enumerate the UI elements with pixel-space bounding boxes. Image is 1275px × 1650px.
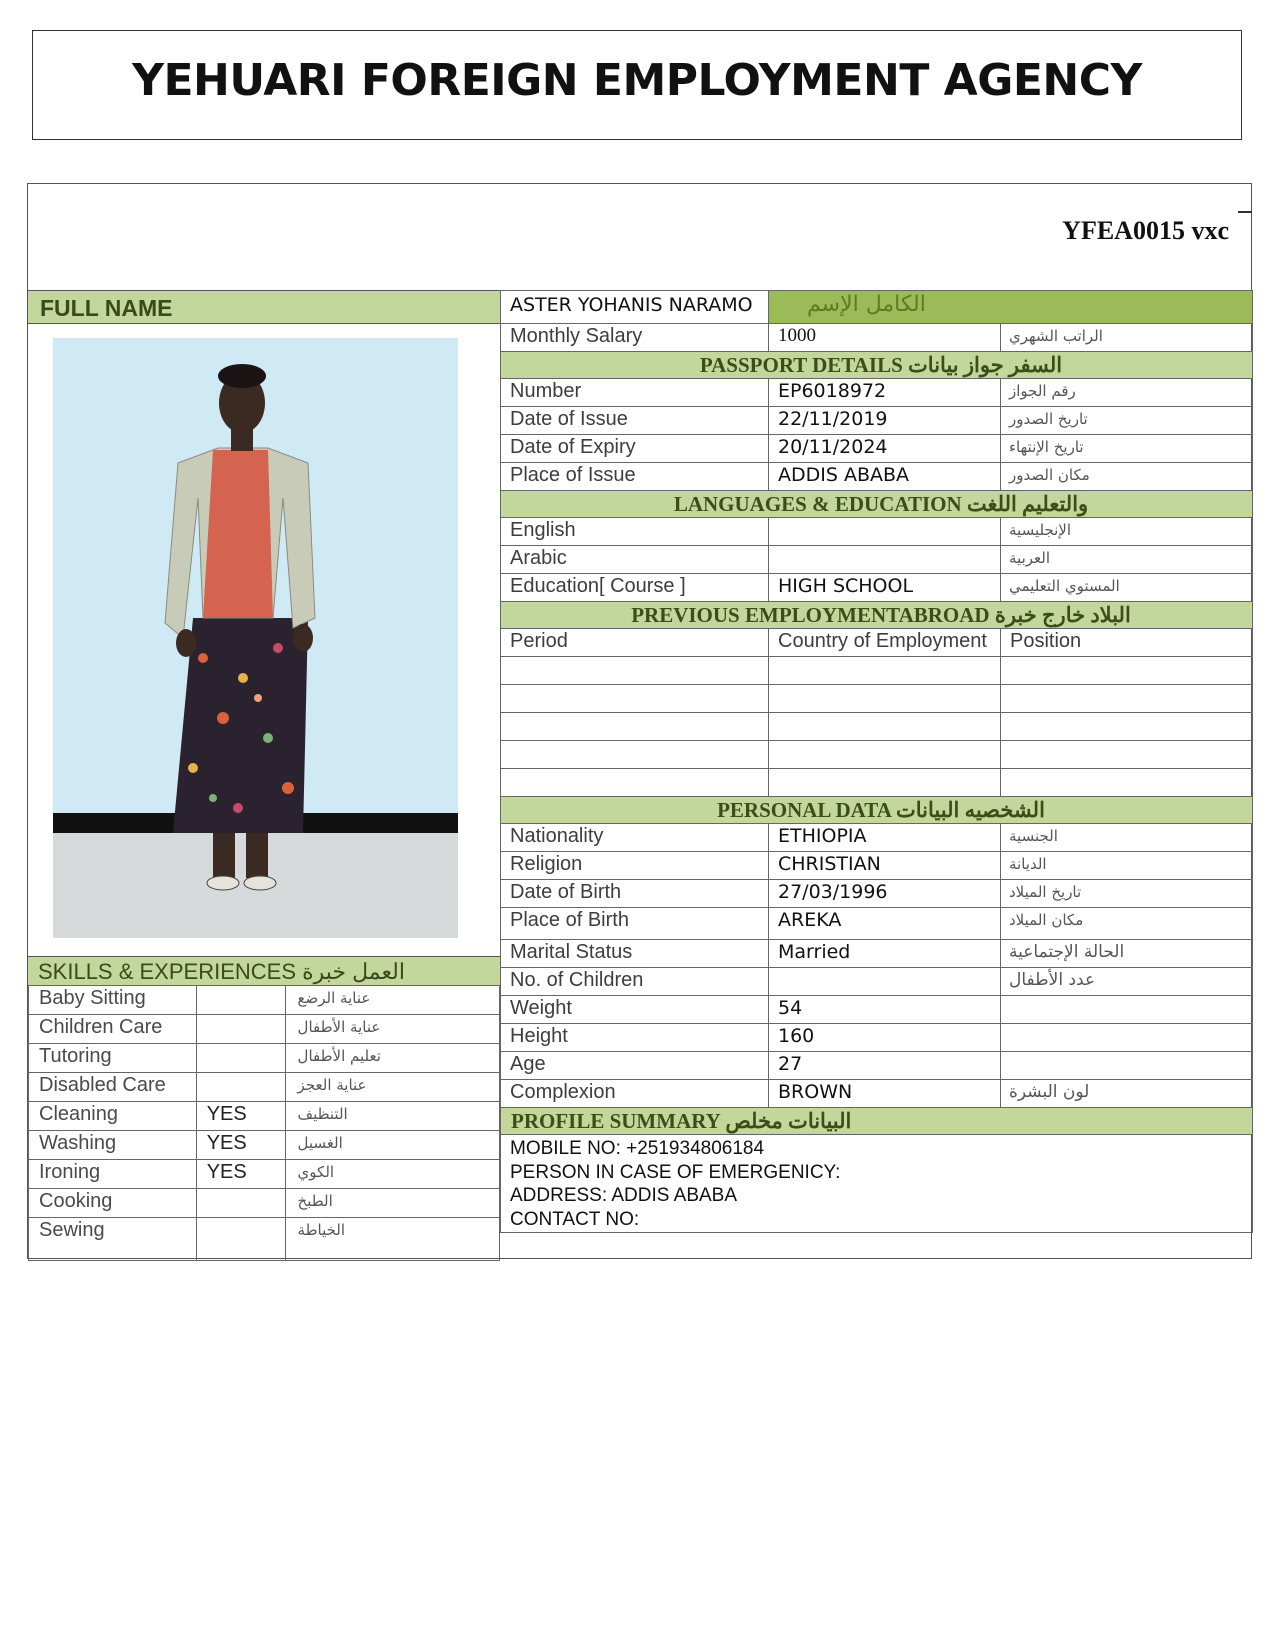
personal-arabic: لون البشرة xyxy=(1001,1080,1253,1108)
skill-label: Children Care xyxy=(29,1015,197,1044)
personal-arabic: تاريخ الميلاد xyxy=(1001,880,1253,908)
personal-value: CHRISTIAN xyxy=(769,852,1001,880)
passport-value: EP6018972 xyxy=(769,379,1001,407)
skill-value xyxy=(196,986,285,1015)
passport-row xyxy=(501,407,1253,435)
personal-label: Place of Birth xyxy=(501,908,769,940)
salary-label: Monthly Salary xyxy=(501,324,769,352)
skill-label: Tutoring xyxy=(29,1044,197,1073)
passport-value: ADDIS ABABA xyxy=(769,463,1001,491)
personal-label: Complexion xyxy=(501,1080,769,1108)
application-form xyxy=(27,183,1252,1259)
skill-row xyxy=(29,986,500,1015)
skill-value: YES xyxy=(196,1102,285,1131)
personal-arabic: عدد الأطفال xyxy=(1001,968,1253,996)
personal-arabic: الحالة الإجتماعية xyxy=(1001,940,1253,968)
skill-value xyxy=(196,1015,285,1044)
skill-label: Ironing xyxy=(29,1160,197,1189)
employment-empty-row xyxy=(501,741,1253,769)
skill-arabic: عناية الأطفال xyxy=(285,1015,499,1044)
personal-value: ETHIOPIA xyxy=(769,824,1001,852)
agency-header xyxy=(32,30,1242,140)
personal-label: Marital Status xyxy=(501,940,769,968)
reference-tick xyxy=(1238,211,1252,213)
personal-row xyxy=(501,1024,1253,1052)
skill-arabic: عناية الرضع xyxy=(285,986,499,1015)
personal-arabic: مكان الميلاد xyxy=(1001,908,1253,940)
personal-value: 27/03/1996 xyxy=(769,880,1001,908)
profile-summary-row xyxy=(501,1135,1253,1233)
education-value: HIGH SCHOOL xyxy=(769,574,1001,602)
passport-row xyxy=(501,463,1253,491)
employment-column-position: Position xyxy=(1001,629,1253,657)
language-label: Arabic xyxy=(501,546,769,574)
skill-arabic: الخياطة xyxy=(285,1218,499,1261)
passport-label: Date of Issue xyxy=(501,407,769,435)
personal-row xyxy=(501,1080,1253,1108)
personal-row xyxy=(501,968,1253,996)
personal-row xyxy=(501,908,1253,940)
skill-row xyxy=(29,1015,500,1044)
skill-arabic: الكوي xyxy=(285,1160,499,1189)
language-value xyxy=(769,546,1001,574)
profile-line-emergency: PERSON IN CASE OF EMERGENICY: xyxy=(510,1161,841,1183)
personal-label: Age xyxy=(501,1052,769,1080)
skill-arabic: التنظيف xyxy=(285,1102,499,1131)
education-row xyxy=(501,574,1253,602)
employment-empty-row xyxy=(501,769,1253,797)
personal-row xyxy=(501,880,1253,908)
passport-label: Date of Expiry xyxy=(501,435,769,463)
employment-column-period: Period xyxy=(501,629,769,657)
reference-row xyxy=(28,184,1251,290)
skill-arabic: الطبخ xyxy=(285,1189,499,1218)
personal-label: Date of Birth xyxy=(501,880,769,908)
skills-heading xyxy=(28,956,500,985)
salary-arabic: الراتب الشهري xyxy=(1001,324,1253,352)
language-label: English xyxy=(501,518,769,546)
personal-label: No. of Children xyxy=(501,968,769,996)
skill-label: Cooking xyxy=(29,1189,197,1218)
skill-row xyxy=(29,1102,500,1131)
skills-table xyxy=(28,985,500,1261)
employment-columns-row xyxy=(501,629,1253,657)
skill-row xyxy=(29,1218,500,1261)
personal-label: Height xyxy=(501,1024,769,1052)
passport-arabic: رقم الجواز xyxy=(1001,379,1253,407)
skill-row xyxy=(29,1160,500,1189)
passport-heading: PASSPORT DETAILS السفر جواز بيانات xyxy=(501,352,1253,379)
skill-label: Cleaning xyxy=(29,1102,197,1131)
personal-value: 27 xyxy=(769,1052,1001,1080)
candidate-photo xyxy=(53,338,458,938)
personal-arabic xyxy=(1001,1052,1253,1080)
personal-value: 54 xyxy=(769,996,1001,1024)
personal-label: Nationality xyxy=(501,824,769,852)
skill-arabic: عناية العجز xyxy=(285,1073,499,1102)
profile-line-contact: CONTACT NO: xyxy=(510,1208,640,1230)
personal-value: 160 xyxy=(769,1024,1001,1052)
employment-empty-row xyxy=(501,657,1253,685)
employment-heading-row xyxy=(501,602,1253,629)
salary-value: 1000 xyxy=(769,324,1001,352)
language-arabic: العربية xyxy=(1001,546,1253,574)
personal-arabic: الديانة xyxy=(1001,852,1253,880)
skill-value: YES xyxy=(196,1131,285,1160)
employment-column-country: Country of Employment xyxy=(769,629,1001,657)
skill-value xyxy=(196,1073,285,1102)
languages-heading-row xyxy=(501,491,1253,518)
education-label: Education[ Course ] xyxy=(501,574,769,602)
skills-heading-text: SKILLS & EXPERIENCES العمل خبرة xyxy=(38,959,405,984)
employment-empty-row xyxy=(501,713,1253,741)
personal-row xyxy=(501,852,1253,880)
skill-row xyxy=(29,1044,500,1073)
profile-line-address: ADDRESS: ADDIS ABABA xyxy=(510,1185,738,1206)
full-name-label: FULL NAME xyxy=(40,295,173,321)
profile-heading: PROFILE SUMMARY البيانات مخلص xyxy=(501,1108,1253,1135)
agency-title: YEHUARI FOREIGN EMPLOYMENT AGENCY xyxy=(132,54,1142,106)
language-value xyxy=(769,518,1001,546)
personal-arabic xyxy=(1001,1024,1253,1052)
profile-summary xyxy=(501,1135,1253,1233)
skill-value xyxy=(196,1189,285,1218)
passport-label: Number xyxy=(501,379,769,407)
education-arabic: المستوي التعليمي xyxy=(1001,574,1253,602)
personal-arabic xyxy=(1001,996,1253,1024)
skill-arabic: الغسيل xyxy=(285,1131,499,1160)
personal-row xyxy=(501,940,1253,968)
passport-value: 22/11/2019 xyxy=(769,407,1001,435)
skill-label: Sewing xyxy=(29,1218,197,1261)
full-name-label-cell xyxy=(28,290,500,324)
language-arabic: الإنجليسية xyxy=(1001,518,1253,546)
full-name-row xyxy=(501,291,1253,324)
personal-label: Religion xyxy=(501,852,769,880)
skill-value xyxy=(196,1044,285,1073)
details-table xyxy=(500,290,1253,1233)
skill-label: Baby Sitting xyxy=(29,986,197,1015)
personal-arabic: الجنسية xyxy=(1001,824,1253,852)
skill-row xyxy=(29,1131,500,1160)
passport-heading-row xyxy=(501,352,1253,379)
full-name-value: ASTER YOHANIS NARAMO xyxy=(501,291,769,324)
personal-heading: PERSONAL DATA الشخصيه البيانات xyxy=(501,797,1253,824)
languages-heading: LANGUAGES & EDUCATION والتعليم اللغت xyxy=(501,491,1253,518)
passport-arabic: تاريخ الإنتهاء xyxy=(1001,435,1253,463)
profile-heading-row xyxy=(501,1108,1253,1135)
skill-value xyxy=(196,1218,285,1261)
person-figure xyxy=(53,338,458,938)
personal-row xyxy=(501,1052,1253,1080)
personal-label: Weight xyxy=(501,996,769,1024)
personal-value: AREKA xyxy=(769,908,1001,940)
employment-empty-row xyxy=(501,685,1253,713)
full-name-arabic: الكامل الإسم xyxy=(769,291,1253,324)
salary-row xyxy=(501,324,1253,352)
skill-value: YES xyxy=(196,1160,285,1189)
personal-row xyxy=(501,824,1253,852)
profile-line-mobile: MOBILE NO: +251934806184 xyxy=(510,1138,765,1159)
language-row xyxy=(501,518,1253,546)
passport-arabic: تاريخ الصدور xyxy=(1001,407,1253,435)
personal-value xyxy=(769,968,1001,996)
language-row xyxy=(501,546,1253,574)
personal-value: BROWN xyxy=(769,1080,1001,1108)
personal-value: Married xyxy=(769,940,1001,968)
passport-value: 20/11/2024 xyxy=(769,435,1001,463)
passport-label: Place of Issue xyxy=(501,463,769,491)
skill-arabic: تعليم الأطفال xyxy=(285,1044,499,1073)
passport-row xyxy=(501,379,1253,407)
employment-heading: PREVIOUS EMPLOYMENTABROAD البلاد خارج خبرة xyxy=(501,602,1253,629)
skill-row xyxy=(29,1073,500,1102)
reference-code: YFEA0015 vxc xyxy=(1062,216,1229,245)
personal-row xyxy=(501,996,1253,1024)
skill-row xyxy=(29,1189,500,1218)
skill-label: Disabled Care xyxy=(29,1073,197,1102)
passport-arabic: مكان الصدور xyxy=(1001,463,1253,491)
skill-label: Washing xyxy=(29,1131,197,1160)
passport-row xyxy=(501,435,1253,463)
personal-heading-row xyxy=(501,797,1253,824)
